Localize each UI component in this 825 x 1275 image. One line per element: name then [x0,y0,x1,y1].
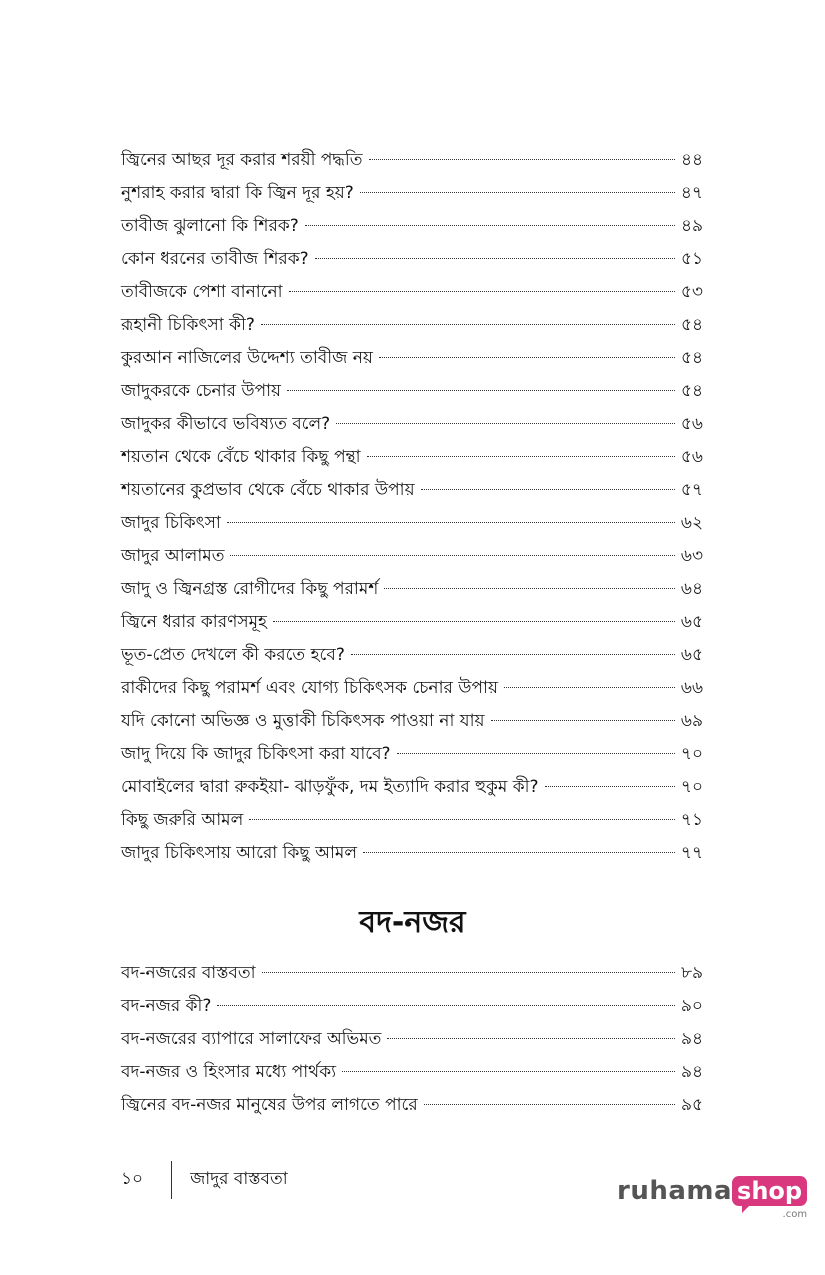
toc-entry [121,507,703,540]
watermark-domain: .com [782,1209,808,1220]
toc-entry-title: বদ-নজরের বাস্তবতা [121,963,256,983]
dot-leader [379,357,675,358]
toc-entry [121,672,703,705]
toc-entry [121,144,703,177]
toc-entry-page: ৬৪ [680,579,703,599]
toc-entry-title: শয়তানের কুপ্রভাব থেকে বেঁচে থাকার উপায় [121,480,415,500]
running-title: জাদুর বাস্তবতা [190,1169,288,1189]
dot-leader [424,1104,675,1105]
toc-entry-title: কিছু জরুরি আমল [121,810,244,830]
toc-entry-page: ৯৪ [680,1029,703,1049]
toc-entry-page: ৫৭ [680,480,703,500]
dot-leader [249,819,675,820]
toc-entry [121,738,703,771]
dot-leader [342,1071,675,1072]
toc-entry [121,804,703,837]
section-heading: বদ-নজর [359,905,466,940]
dot-leader [315,258,675,259]
toc-entry-title: জ্বিনের আছর দূর করার শরয়ী পদ্ধতি [121,150,363,170]
toc-entry-page: ৯৪ [680,1062,703,1082]
toc-entry-title: জাদুর চিকিৎসা [121,513,221,533]
toc-entry-title: কুরআন নাজিলের উদ্দেশ্য তাবীজ নয় [121,348,373,368]
toc-entry-page: ৭১ [680,810,703,830]
toc-list-top [121,144,703,870]
toc-entry-title: বদ-নজর কী? [121,996,212,1016]
footer-divider [171,1161,172,1199]
toc-entry [121,957,703,990]
dot-leader [273,621,675,622]
toc-entry-page: ৫৪ [680,348,703,368]
toc-entry-title: কোন ধরনের তাবীজ শিরক? [121,249,309,269]
dot-leader [491,720,675,721]
toc-entry-page: ৬৬ [680,678,703,698]
toc-entry-title: শয়তান থেকে বেঁচে থাকার কিছু পন্থা [121,447,361,467]
toc-entry [121,177,703,210]
toc-entry-title: বদ-নজর ও হিংসার মধ্যে পার্থক্য [121,1062,337,1082]
toc-entry [121,1023,703,1056]
dot-leader [351,654,675,655]
dot-leader [230,555,674,556]
toc-entry [121,573,703,606]
toc-entry [121,375,703,408]
toc-entry-title: জাদুর চিকিৎসায় আরো কিছু আমল [121,843,358,863]
toc-entry-title: জাদু ও জ্বিনগ্রস্ত রোগীদের কিছু পরামর্শ [121,579,379,599]
toc-entry-title: রূহানী চিকিৎসা কী? [121,315,255,335]
dot-leader [387,1038,675,1039]
toc-entry [121,540,703,573]
toc-entry-title: নুশরাহ করার দ্বারা কি জ্বিন দূর হয়? [121,183,354,203]
toc-entry-page: ৪৯ [680,216,703,236]
dot-leader [227,522,675,523]
toc-entry-title: জাদু দিয়ে কি জাদুর চিকিৎসা করা যাবে? [121,744,391,764]
toc-entry-title: জাদুকরকে চেনার উপায় [121,381,282,401]
toc-entry-title: বদ-নজরের ব্যাপারে সালাফের অভিমত [121,1029,382,1049]
toc-entry-title: জাদুর আলামত [121,546,225,566]
page-number: ১০ [121,1169,144,1189]
toc-entry [121,705,703,738]
toc-entry-title: মোবাইলের দ্বারা রুকইয়া- ঝাড়ফুঁক, দম ইত্যাদি করার হুকুম কী? [121,777,539,797]
watermark-badge: shop [732,1176,807,1206]
dot-leader [217,1005,674,1006]
dot-leader [504,687,675,688]
toc-entry [121,243,703,276]
toc-entry-page: ৪৪ [680,150,703,170]
toc-entry [121,990,703,1023]
dot-leader [305,225,675,226]
toc-entry [121,639,703,672]
toc-entry-page: ৫১ [680,249,703,269]
toc-entry-page: ৮৯ [680,963,703,983]
toc-entry-page: ৬৯ [680,711,703,731]
toc-entry-page: ৬৫ [680,645,703,665]
dot-leader [363,852,675,853]
toc-entry-page: ৭৭ [680,843,703,863]
toc-list-bottom [121,957,703,1122]
toc-entry [121,1089,703,1122]
toc-entry-page: ৭০ [680,777,703,797]
toc-entry [121,474,703,507]
watermark-badge-group [732,1176,807,1220]
dot-leader [262,972,675,973]
dot-leader [397,753,675,754]
toc-entry-title: জ্বিনে ধরার কারণসমূহ [121,612,267,632]
toc-entry-title: ভূত-প্রেত দেখলে কী করতে হবে? [121,645,345,665]
toc-entry [121,837,703,870]
toc-entry [121,210,703,243]
toc-entry-page: ৭০ [680,744,703,764]
toc-entry-page: ৯০ [680,996,703,1016]
toc-entry [121,1056,703,1089]
toc-entry-page: ৫৬ [680,414,703,434]
toc-entry-page: ৫৪ [680,315,703,335]
dot-leader [360,192,675,193]
toc-entry-page: ৬২ [680,513,703,533]
toc-entry-page: ৯৫ [680,1095,703,1115]
toc-entry-title: যদি কোনো অভিজ্ঞ ও মুত্তাকী চিকিৎসক পাওয়া না যায় [121,711,485,731]
toc-entry [121,342,703,375]
toc-entry [121,276,703,309]
dot-leader [367,456,675,457]
toc-entry [121,309,703,342]
dot-leader [287,390,675,391]
page-footer [121,1160,288,1200]
toc-entry-page: ৫৬ [680,447,703,467]
toc-entry [121,408,703,441]
toc-entry-page: ৫৪ [680,381,703,401]
toc-entry-page: ৬৫ [680,612,703,632]
dot-leader [369,159,675,160]
dot-leader [336,423,675,424]
toc-entry [121,606,703,639]
toc-entry [121,441,703,474]
dot-leader [289,291,675,292]
watermark-logo [617,1176,807,1220]
toc-entry-title: তাবীজ ঝুলানো কি শিরক? [121,216,299,236]
watermark-text: ruhama [617,1176,733,1206]
toc-entry-page: ৫৩ [680,282,703,302]
dot-leader [261,324,675,325]
dot-leader [421,489,675,490]
toc-entry-title: জাদুকর কীভাবে ভবিষ্যত বলে? [121,414,331,434]
toc-entry [121,771,703,804]
dot-leader [384,588,675,589]
toc-entry-title: তাবীজকে পেশা বানানো [121,282,283,302]
toc-entry-page: ৬৩ [680,546,703,566]
toc-entry-title: রাকীদের কিছু পরামর্শ এবং যোগ্য চিকিৎসক চেনার উপায় [121,678,498,698]
toc-entry-title: জ্বিনের বদ-নজর মানুষের উপর লাগতে পারে [121,1095,418,1115]
toc-entry-page: ৪৭ [680,183,703,203]
dot-leader [545,786,675,787]
